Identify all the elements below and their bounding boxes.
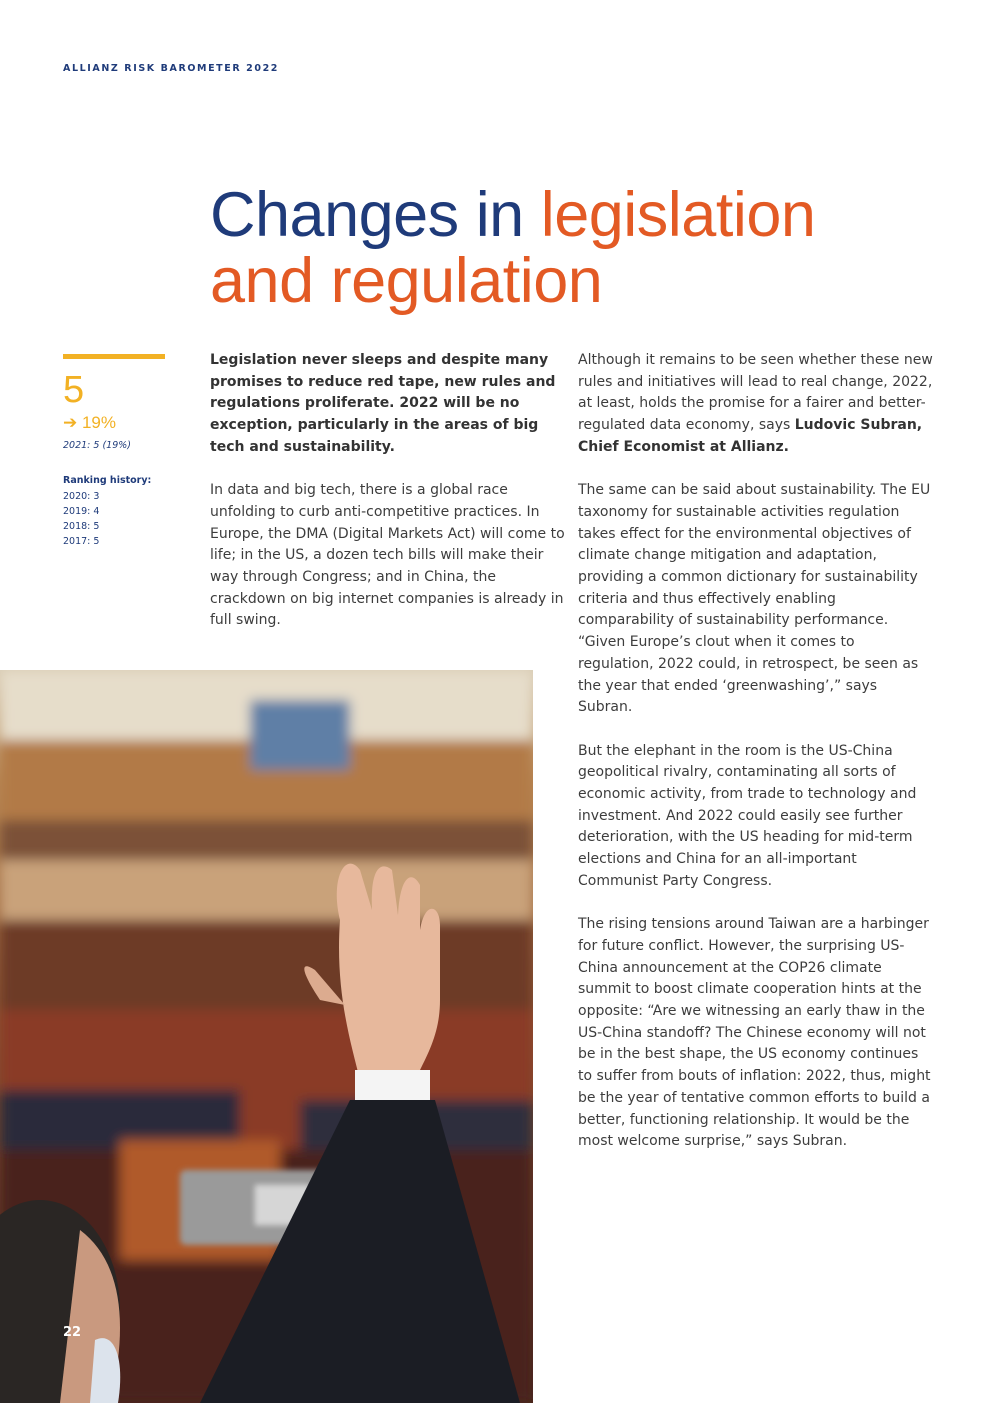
title-part-1: Changes in <box>210 180 541 250</box>
ranking-history-title: Ranking history: <box>63 475 152 486</box>
title-part-3: and regulation <box>210 246 603 316</box>
paragraph-text: Although it remains to be seen whether these new rules and initiatives will lead to real change, 2022, at least, holds the promise for a fairer and better-regulated data economy, says <box>578 352 933 434</box>
quoted-person: Ludovic Subran, Chief Economist at Allianz. <box>578 417 923 455</box>
body-paragraph: But the elephant in the room is the US-China geopolitical rivalry, contaminating all sorts of economic activity, from trade to technology and investment. And 2022 could easily see further deterioration, with the US heading for mid-term elections and China for an all-important Communist Party Congress. <box>578 742 917 889</box>
ranking-history-list <box>63 489 99 549</box>
page-title <box>210 182 815 314</box>
body-column-left <box>210 350 566 654</box>
ranking-history-item: 2019: 4 <box>63 506 100 517</box>
photo-illustration <box>0 670 533 1403</box>
body-paragraph <box>578 350 934 459</box>
ranking-accent-bar <box>63 354 165 359</box>
ranking-change: ➔ 19% <box>63 413 116 432</box>
body-paragraph: The same can be said about sustainability. The EU taxonomy for sustainable activities regulation takes effect for the environmental objectives of climate change mitigation and adaptation, providing a common dictionary for sustainability criteria and thus effectively enabling comparability of sustainability performance. “Given Europe’s clout when it comes to regulation, 2022 could, in retrospect, be seen as the year that ended ‘greenwashing’,” says Subran. <box>578 482 931 716</box>
body-column-right <box>578 350 934 1175</box>
body-paragraph: In data and big tech, there is a global race unfolding to curb anti-competitive practices. In Europe, the DMA (Digital Markets Act) will come to life; in the US, a dozen tech bills will make their way through Congress; and in China, the crackdown on big internet companies is already in full swing. <box>210 482 565 629</box>
ranking-number: 5 <box>63 369 85 411</box>
body-paragraph: The rising tensions around Taiwan are a harbinger for future conflict. However, the surprising US-China announcement at the COP26 climate summit to boost climate cooperation hints at the opposite: “Are we witnessing an early thaw in the US-China standoff? The Chinese economy will not be in the best shape, the US economy continues to suffer from bouts of inflation: 2022, thus, might be the year of tentative common efforts to build a better, functioning relationship. It would be the most welcome surprise,” says Subran. <box>578 916 931 1150</box>
page-number: 22 <box>63 1325 82 1340</box>
running-header: ALLIANZ RISK BAROMETER 2022 <box>63 63 280 74</box>
ranking-history-item: 2017: 5 <box>63 536 100 547</box>
ranking-previous: 2021: 5 (19%) <box>63 440 131 451</box>
title-part-2: legislation <box>540 180 816 250</box>
ranking-history-item: 2018: 5 <box>63 521 100 532</box>
ranking-history-item: 2020: 3 <box>63 491 100 502</box>
parliament-voting-photo <box>0 670 533 1403</box>
lead-paragraph: Legislation never sleeps and despite many promises to reduce red tape, new rules and regulations proliferate. 2022 will be no exception, particularly in the areas of big tech and sustainability. <box>210 352 556 455</box>
